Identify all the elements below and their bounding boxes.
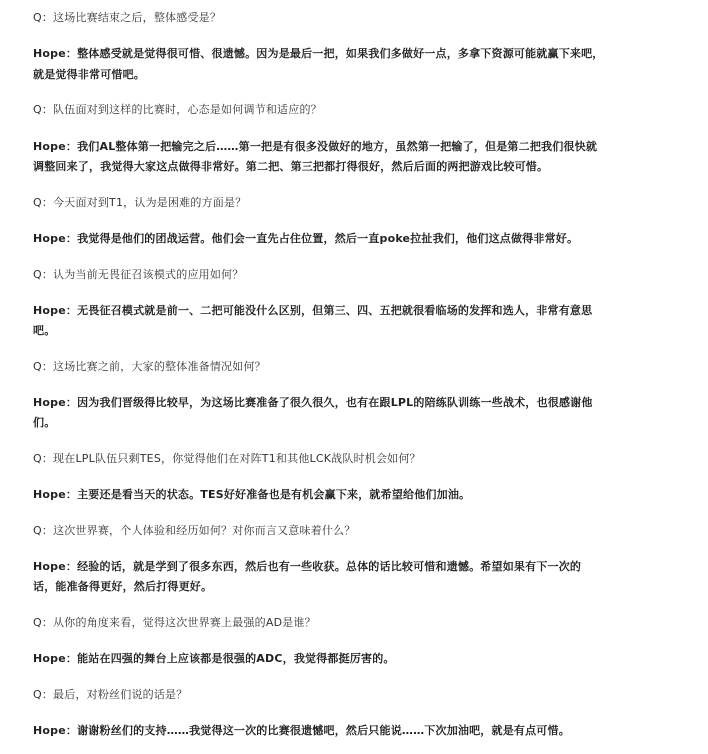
- answer-9-line-1: Hope：谢谢粉丝们的支持……我觉得这一次的比赛很遗憾吧，然后只能说……下次加油吧，就是有点可惜。: [33, 724, 570, 737]
- answer-1-line-1: Hope：整体感受就是觉得很可惜、很遗憾。因为是最后一把，如果我们多做好一点，多拿下资源可能就赢下来吧，: [33, 47, 604, 60]
- question-6: Q：现在LPL队伍只剩TES，你觉得他们在对阵T1和其他LCK战队时机会如何？: [33, 452, 421, 465]
- answer-2-line-1: Hope：我们AL整体第一把输完之后……第一把是有很多没做好的地方，虽然第一把输了，但是第二把我们很快就: [33, 140, 598, 153]
- question-5: Q：这场比赛之前，大家的整体准备情况如何？: [33, 360, 266, 373]
- question-9: Q：最后，对粉丝们说的话是？: [33, 688, 188, 701]
- question-8: Q：从你的角度来看，觉得这次世界赛上最强的AD是谁？: [33, 616, 316, 629]
- question-4: Q：认为当前无畏征召该模式的应用如何？: [33, 268, 244, 281]
- answer-7-line-1: Hope：经验的话，就是学到了很多东西，然后也有一些收获。总体的话比较可惜和遗憾。希望如果有下一次的: [33, 560, 582, 573]
- answer-1-line-2: 就是觉得非常可惜吧。: [33, 68, 145, 81]
- question-1: Q：这场比赛结束之后，整体感受是？: [33, 11, 222, 24]
- question-2: Q：队伍面对到这样的比赛时，心态是如何调节和适应的？: [33, 103, 322, 116]
- question-3: Q：今天面对到T1，认为是困难的方面是？: [33, 196, 247, 209]
- answer-4-line-2: 吧。: [33, 324, 56, 337]
- answer-8-line-1: Hope：能站在四强的舞台上应该都是很强的ADC，我觉得都挺厉害的。: [33, 652, 395, 665]
- answer-5-line-1: Hope：因为我们晋级得比较早，为这场比赛准备了很久很久，也有在跟LPL的陪练队训练一些战术，也很感谢他: [33, 396, 593, 409]
- question-7: Q：这次世界赛，个人体验和经历如何？对你而言又意味着什么？: [33, 524, 356, 537]
- answer-2-line-2: 调整回来了，我觉得大家这点做得非常好。第二把、第三把都打得很好，然后后面的两把游戏比较可惜。: [33, 160, 549, 173]
- answer-4-line-1: Hope：无畏征召模式就是前一、二把可能没什么区别，但第三、四、五把就很看临场的发挥和选人，非常有意思: [33, 304, 593, 317]
- answer-7-line-2: 话，能准备得更好，然后打得更好。: [33, 580, 213, 593]
- answer-5-line-2: 们。: [33, 416, 56, 429]
- answer-6-line-1: Hope：主要还是看当天的状态。TES好好准备也是有机会赢下来，就希望给他们加油。: [33, 488, 471, 501]
- answer-3-line-1: Hope：我觉得是他们的团战运营。他们会一直先占住位置，然后一直poke拉扯我们，他们这点做得非常好。: [33, 232, 579, 245]
